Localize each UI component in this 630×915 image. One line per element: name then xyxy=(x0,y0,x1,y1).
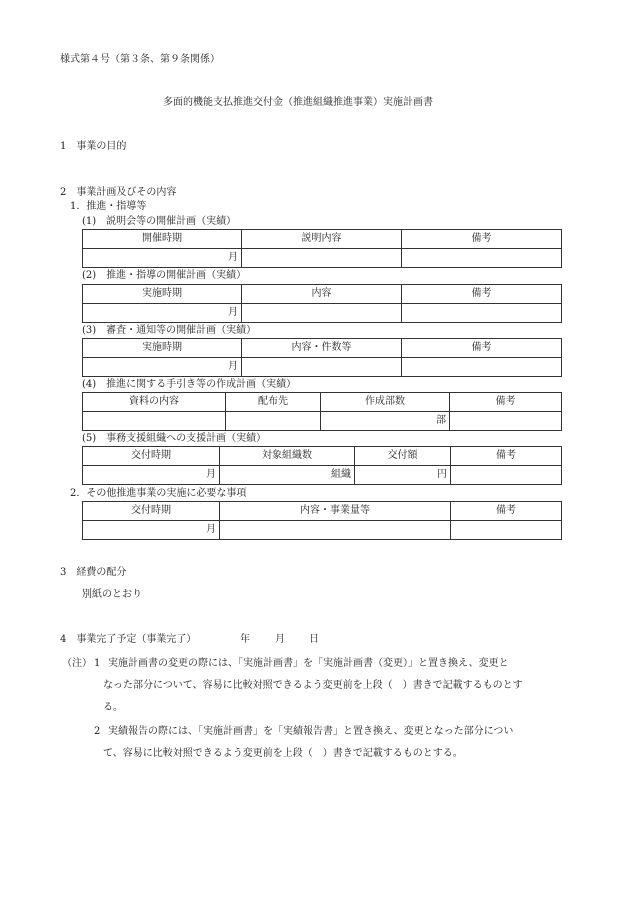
subsection-2-heading: 2．その他推進事業の実施に必要な事項 xyxy=(70,488,247,499)
table-cell xyxy=(242,249,402,268)
table-row xyxy=(83,230,562,249)
table-header-cell: 備考 xyxy=(451,502,562,521)
table-cell: 部 xyxy=(321,412,450,431)
table-header-cell: 備考 xyxy=(450,393,562,412)
notes-label: （注） xyxy=(62,658,92,669)
section-4-heading: 4 事業完了予定（事業完了） xyxy=(60,634,197,645)
table-cell xyxy=(242,304,402,323)
table-row xyxy=(83,393,562,412)
table-cell xyxy=(402,358,562,377)
table-row xyxy=(83,521,562,540)
table-header-cell: 内容・事業量等 xyxy=(220,502,451,521)
table-header-cell: 内容・件数等 xyxy=(242,339,402,358)
note-1-line-3: る。 xyxy=(103,702,123,713)
table-row xyxy=(83,447,562,466)
completion-month-label: 月 xyxy=(275,634,285,645)
table-cell xyxy=(226,412,321,431)
table-cell xyxy=(402,304,562,323)
table-header-cell: 実施時期 xyxy=(83,285,242,304)
table-header-cell: 資料の内容 xyxy=(83,393,226,412)
table-header-cell: 対象組織数 xyxy=(220,447,355,466)
table-cell: 月 xyxy=(83,521,220,540)
section-1-heading: 1 事業の目的 xyxy=(60,141,127,152)
table-cell xyxy=(450,412,562,431)
table-cell xyxy=(242,358,402,377)
table-cell: 組織 xyxy=(220,466,355,485)
table-header-cell: 備考 xyxy=(402,339,562,358)
table-header-cell: 交付時期 xyxy=(83,502,220,521)
table-header-cell: 備考 xyxy=(451,447,562,466)
table-cell xyxy=(451,466,562,485)
table-header-cell: 作成部数 xyxy=(321,393,450,412)
table-3-caption: (3) 審査・通知等の開催計画（実績） xyxy=(82,325,257,336)
table-row xyxy=(83,249,562,268)
note-2-line-2: て、容易に比較対照できるよう変更前を上段（ ）書きで記載するものとする。 xyxy=(103,748,463,759)
table-2-caption: (2) 推進・指導の開催計画（実績） xyxy=(82,270,247,281)
table-5-caption: (5) 事務支援組織への支援計画（実績） xyxy=(82,433,267,444)
table-row xyxy=(83,358,562,377)
table-4-caption: (4) 推進に関する手引き等の作成計画（実績） xyxy=(82,379,297,390)
section-3-heading: 3 経費の配分 xyxy=(60,567,127,578)
table-header-cell: 説明内容 xyxy=(242,230,402,249)
note-1-line-1: 実施計画書の変更の際には、「実施計画書」を「実施計画書（変更）」と置き換え、変更と xyxy=(108,658,509,669)
table-header-cell: 交付時期 xyxy=(83,447,220,466)
note-2-line-1: 実績報告の際には、「実施計画書」を「実績報告書」と置き換え、変更となった部分につい xyxy=(108,726,514,737)
table-header-cell: 交付額 xyxy=(355,447,451,466)
completion-day-label: 日 xyxy=(309,634,319,645)
table-row xyxy=(83,304,562,323)
table-header-cell: 開催時期 xyxy=(83,230,242,249)
table-cell xyxy=(451,521,562,540)
table-row xyxy=(83,502,562,521)
table-cell: 月 xyxy=(83,466,220,485)
section-2-heading: 2 事業計画及びその内容 xyxy=(60,187,177,198)
table-cell xyxy=(220,521,451,540)
table-3 xyxy=(82,338,562,377)
table-row xyxy=(83,412,562,431)
note-2-number: 2 xyxy=(94,726,101,737)
completion-year-label: 年 xyxy=(240,634,250,645)
table-cell: 月 xyxy=(83,358,242,377)
table-header-cell: 備考 xyxy=(402,230,562,249)
subsection-1-heading: 1．推進・指導等 xyxy=(70,201,147,212)
document-title: 多面的機能支払推進交付金（推進組織推進事業）実施計画書 xyxy=(163,97,433,108)
form-number: 様式第４号（第３条、第９条関係） xyxy=(60,54,220,65)
table-5 xyxy=(82,446,562,485)
table-header-cell: 配布先 xyxy=(226,393,321,412)
table-cell xyxy=(83,412,226,431)
table-6 xyxy=(82,501,562,540)
table-header-cell: 備考 xyxy=(402,285,562,304)
table-cell: 月 xyxy=(83,304,242,323)
table-row xyxy=(83,285,562,304)
table-row xyxy=(83,339,562,358)
table-row xyxy=(83,466,562,485)
table-cell: 月 xyxy=(83,249,242,268)
table-2 xyxy=(82,284,562,323)
table-header-cell: 実施時期 xyxy=(83,339,242,358)
section-3-body: 別紙のとおり xyxy=(82,589,142,600)
note-1-line-2: なった部分について、容易に比較対照できるよう変更前を上段（ ）書きで記載するものとす xyxy=(103,680,523,691)
table-1 xyxy=(82,229,562,268)
table-header-cell: 内容 xyxy=(242,285,402,304)
note-1-number: 1 xyxy=(94,658,101,669)
table-4 xyxy=(82,392,562,431)
table-1-caption: (1) 説明会等の開催計画（実績） xyxy=(82,216,237,227)
table-cell: 円 xyxy=(355,466,451,485)
table-cell xyxy=(402,249,562,268)
